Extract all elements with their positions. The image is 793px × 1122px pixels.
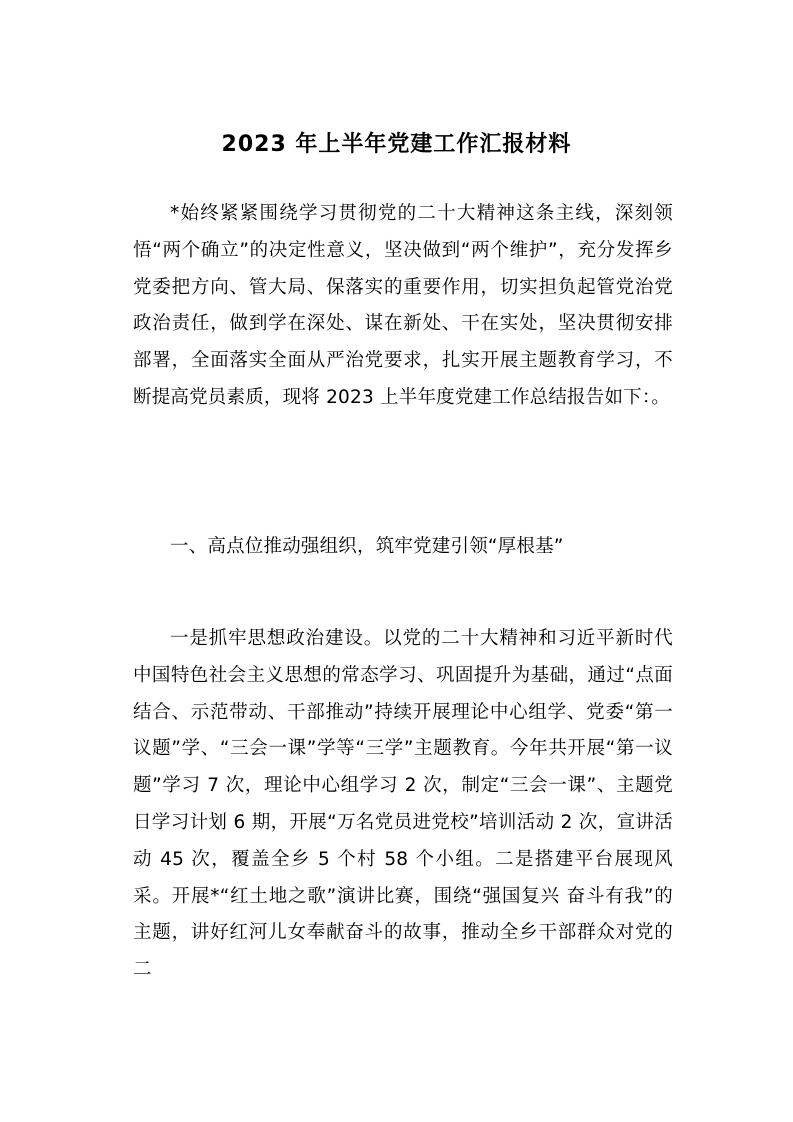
document-title: 2023 年上半年党建工作汇报材料 (221, 132, 572, 157)
intro-paragraph: *始终紧紧围绕学习贯彻党的二十大精神这条主线，深刻领悟“两个确立”的决定性意义，坚决做到“两个维护”，充分发挥乡党委把方向、管大局、保落实的重要作用，切实担负起管党治党政治责任，做到学在深处、谋在新处、干在实处，坚决贯彻安排部署，全面落实全面从严治党要求，扎实开展主题教育学习，不断提高党员素质，现将 2023 上半年度党建工作总结报告如下：。 (133, 203, 673, 408)
section-heading: 一、高点位推动强组织，筑牢党建引领“厚根基” (170, 536, 564, 557)
body-paragraph: 一是抓牢思想政治建设。以党的二十大精神和习近平新时代中国特色社会主义思想的常态学习、巩固提升为基础，通过“点面结合、示范带动、干部推动”持续开展理论中心组学、党委“第一议题”学、“三会一课”学等“三学”主题教育。今年共开展“第一议题”学习 7 次，理论中心组学习 2 次，制定“三会一课”、主题党日学习计划 6 期，开展“万名党员进党校”培训活动 2 次，宣讲活动 45 次，覆盖全乡 5 个村 58 个小组。二是搭建平台展现风采。开展*“红土地之歌”演讲比赛，围绕“强国复兴 奋斗有我”的主题，讲好红河儿女奉献奋斗的故事，推动全乡干部群众对党的二 (133, 628, 673, 981)
